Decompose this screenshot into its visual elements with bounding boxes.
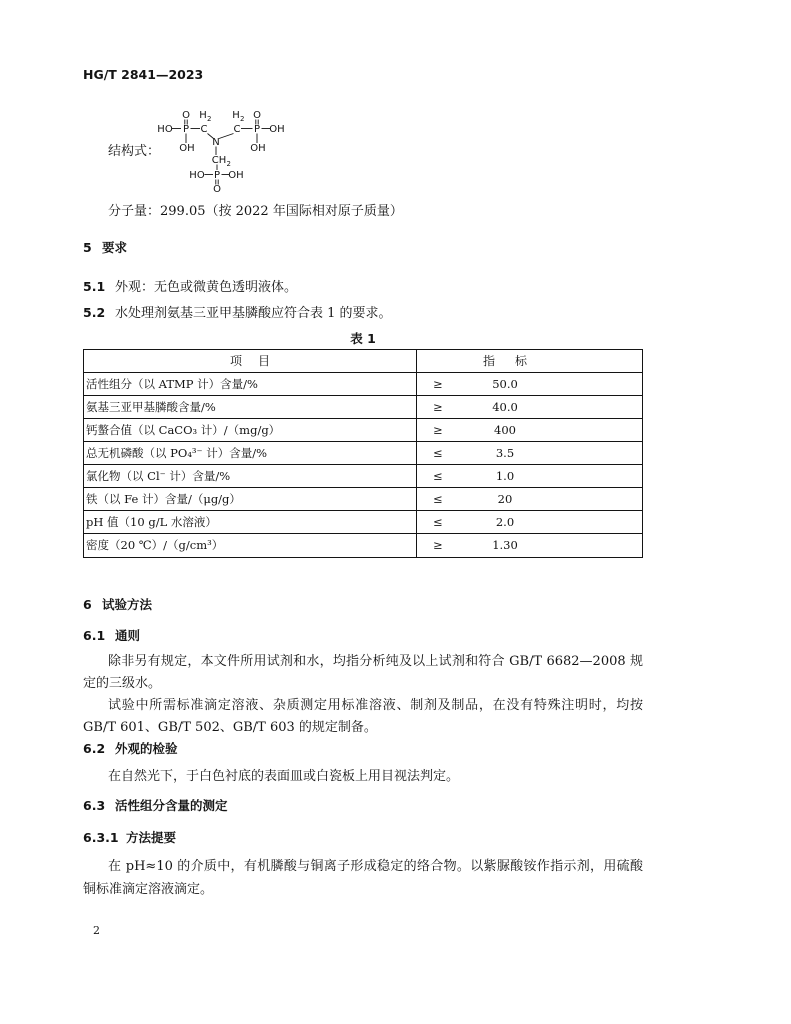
paragraph: 在自然光下，于白色衬底的表面皿或白瓷板上用目视法判定。 [108,769,460,784]
clause-number: 6.3 [83,798,106,813]
atom-label: OH [179,143,195,154]
header-value-cell [417,350,642,372]
header-item: 项目 [84,350,417,372]
atom-label: C [200,124,208,135]
comparison-symbol: ≥ [433,538,443,552]
comparison-symbol: ≤ [433,515,443,529]
table-row [84,419,642,442]
clause-text: 外观：无色或微黄色透明液体。 [115,280,298,295]
indicator-value: 3.5 [495,446,515,460]
comparison-symbol: ≤ [433,446,443,460]
indicator-cell [417,396,642,418]
paragraph: 在 pH≈10 的介质中，有机膦酸与铜离子形成稳定的络合物。以紫脲酸铵作指示剂，用硫酸铜标准滴定溶液滴定。 [83,859,643,897]
atom-label: P [182,124,190,135]
indicator-cell [417,465,642,487]
section-number: 5 [83,240,92,255]
comparison-symbol: ≥ [433,377,443,391]
table-row [84,488,642,511]
atom-subscript: 2 [207,115,212,123]
comparison-symbol: ≤ [433,469,443,483]
clause-number: 5.1 [83,279,106,294]
molecular-weight: 分子量：299.05（按 2022 年国际相对原子质量） [108,204,403,219]
clause-title: 通则 [115,628,141,643]
section-5-heading [83,237,127,259]
atoms [157,110,284,195]
clause-6-2-heading [83,738,178,760]
indicator-value: 2.0 [495,515,515,529]
atom-label: OH [250,143,266,154]
clause-5-2 [83,302,392,324]
structure-label: 结构式： [108,144,161,159]
clause-6-1-body [83,651,643,739]
indicator-value: 20 [497,492,513,506]
section-6-heading [83,594,152,616]
atom-label: OH [269,124,285,135]
section-number: 6 [83,597,92,612]
clause-title: 方法提要 [126,830,177,845]
clause-5-1 [83,276,297,298]
clause-title: 活性组分含量的测定 [115,798,228,813]
item-cell: 氯化物（以 Cl⁻ 计）含量/% [84,465,417,487]
table-row [84,534,642,557]
table-row [84,442,642,465]
item-cell: pH 值（10 g/L 水溶液） [84,511,417,533]
table-row [84,465,642,488]
bond-line [219,134,234,139]
atom-label: O [182,110,190,121]
comparison-symbol: ≥ [433,400,443,414]
atom-label: HO [189,170,205,181]
item-cell: 钙螯合值（以 CaCO₃ 计）/（mg/g） [84,419,417,441]
atom-label: P [253,124,261,135]
item-cell: 铁（以 Fe 计）含量/（μg/g） [84,488,417,510]
item-cell: 总无机磷酸（以 PO₄³⁻ 计）含量/% [84,442,417,464]
indicator-value: 1.30 [492,538,518,552]
atom-label: N [212,137,220,148]
section-title: 试验方法 [102,597,153,612]
indicator-value: 40.0 [492,400,518,414]
paragraph: 试验中所需标准滴定溶液、杂质测定用标准溶液、制剂及制品，在没有特殊注明时，均按 GB/T 601、GB/T 502、GB/T 603 的规定制备。 [83,698,643,735]
item-cell: 氨基三亚甲基膦酸含量/% [84,396,417,418]
comparison-symbol: ≥ [433,423,443,437]
indicator-cell [417,511,642,533]
indicator-value: 1.0 [495,469,515,483]
atom-label: C [233,124,241,135]
clause-6-3-heading [83,795,228,817]
standard-code: HG/T 2841—2023 [83,67,204,82]
table-row [84,511,642,534]
indicator-cell [417,488,642,510]
clause-6-2-body [83,766,643,788]
atom-label: P [213,170,221,181]
atom-label: CH [211,155,227,166]
indicator-cell [417,419,642,441]
clause-number: 5.2 [83,305,106,320]
clause-number: 6.1 [83,628,106,643]
clause-text: 水处理剂氨基三亚甲基膦酸应符合表 1 的要求。 [115,306,392,321]
item-cell: 活性组分（以 ATMP 计）含量/% [84,373,417,395]
paragraph: 除非另有规定，本文件所用试剂和水，均指分析纯及以上试剂和符合 GB/T 6682—2008 规定的三级水。 [83,654,643,691]
atom-subscript: 2 [226,160,231,168]
page-number: 2 [93,924,100,937]
indicator-cell [417,534,642,557]
atom-label: H [232,110,240,121]
item-cell: 密度（20 ℃）/（g/cm³） [84,534,417,557]
indicator-cell [417,442,642,464]
table-row [84,396,642,419]
table-header-row [84,350,642,373]
structural-formula [150,104,295,196]
comparison-symbol: ≤ [433,492,443,506]
clause-title: 外观的检验 [115,741,178,756]
indicator-value: 50.0 [492,377,518,391]
table-caption: 表 1 [350,331,376,346]
clause-number: 6.3.1 [83,830,119,845]
clause-6-3-1-body [83,855,643,901]
clause-number: 6.2 [83,741,106,756]
header-value: 指标 [482,354,547,368]
indicator-value: 400 [494,423,516,437]
atom-label: O [253,110,261,121]
clause-6-3-1-heading [83,827,176,849]
atom-label: H [199,110,207,121]
requirements-table [83,349,643,558]
atom-subscript: 2 [240,115,245,123]
atom-label: HO [157,124,173,135]
atom-label: OH [228,170,244,181]
table-row [84,373,642,396]
indicator-cell [417,373,642,395]
clause-6-1-heading [83,625,140,647]
section-title: 要求 [102,240,128,255]
atom-label: O [213,184,221,195]
